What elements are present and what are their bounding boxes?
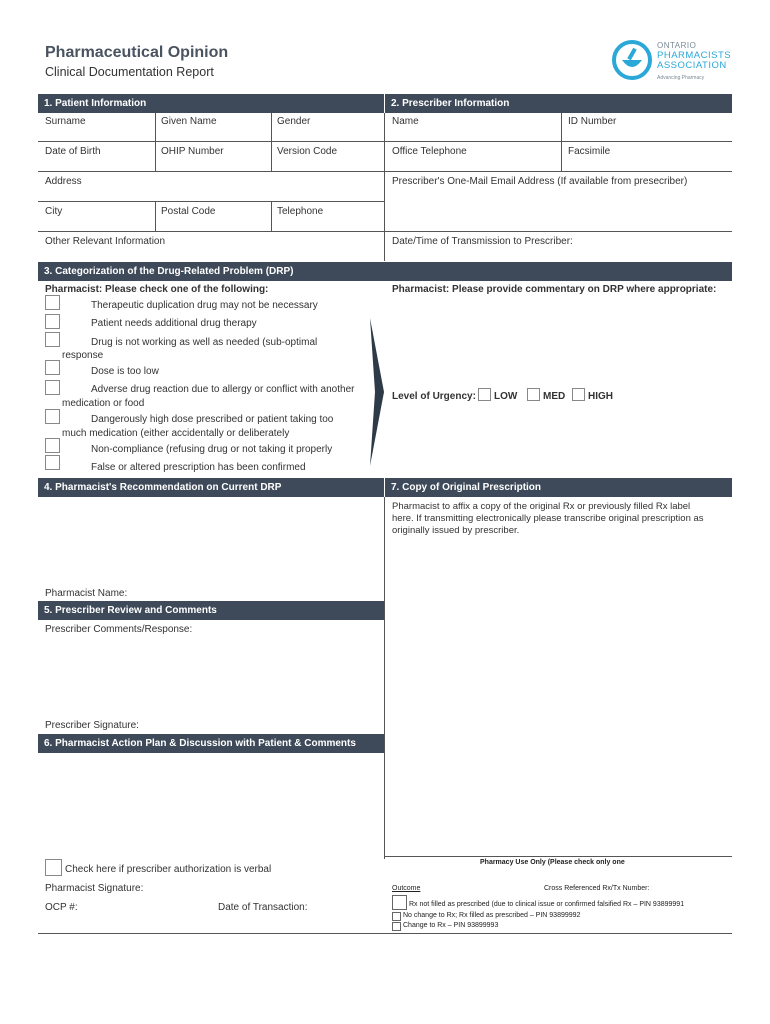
ohip-label: OHIP Number <box>161 146 224 157</box>
drp-option-continued: medication or food <box>62 398 145 409</box>
drp-checkbox[interactable] <box>45 380 60 395</box>
outcome-option: Change to Rx – PIN 93899993 <box>403 922 499 929</box>
outcome-option: No change to Rx; Rx filled as prescribed – PIN 93899992 <box>403 912 581 919</box>
section-3-header: 3. Categorization of the Drug-Related Problem (DRP) <box>38 262 732 281</box>
divider <box>38 231 732 232</box>
section-7-text-2: here. If transmitting electronically please transcribe original prescription as <box>392 513 704 524</box>
divider <box>38 201 384 202</box>
divider <box>271 201 272 231</box>
section-2-header: 2. Prescriber Information <box>385 94 732 113</box>
drp-option: Dose is too low <box>91 366 159 377</box>
section-7-header: 7. Copy of Original Prescription <box>385 478 732 497</box>
outcome-checkbox[interactable] <box>392 895 407 910</box>
mortar-pestle-icon <box>612 40 652 80</box>
section-4-header: 4. Pharmacist's Recommendation on Current DRP <box>38 478 384 497</box>
postal-code-label: Postal Code <box>161 206 216 217</box>
drp-check-heading: Pharmacist: Please check one of the following: <box>45 284 269 295</box>
urgency-high-label: HIGH <box>588 391 613 402</box>
drp-checkbox[interactable] <box>45 332 60 347</box>
section-7-text-1: Pharmacist to affix a copy of the original Rx or previously filled Rx label <box>392 501 691 512</box>
opa-logo <box>612 38 737 86</box>
drp-commentary-heading: Pharmacist: Please provide commentary on DRP where appropriate: <box>392 284 717 295</box>
gender-label: Gender <box>277 116 311 127</box>
divider <box>38 933 732 934</box>
other-info-label: Other Relevant Information <box>45 236 166 247</box>
logo-line-2: PHARMACISTS <box>657 50 732 61</box>
address-label: Address <box>45 176 82 187</box>
urgency-low-checkbox[interactable] <box>478 388 491 401</box>
logo-line-3: ASSOCIATION <box>657 60 727 71</box>
divider <box>561 113 562 171</box>
drp-checkbox[interactable] <box>45 295 60 310</box>
pharmacist-name-label: Pharmacist Name: <box>45 588 128 599</box>
drp-option: Drug is not working as well as needed (sub-optimal <box>91 337 318 348</box>
version-code-label: Version Code <box>277 146 338 157</box>
drp-option: Therapeutic duplication drug may not be necessary <box>91 300 318 311</box>
divider <box>38 171 732 172</box>
prescriber-name-label: Name <box>392 116 419 127</box>
divider <box>384 497 385 859</box>
urgency-label: Level of Urgency: <box>392 391 476 402</box>
ocp-label: OCP #: <box>45 902 78 913</box>
cross-ref-label: Cross Referenced Rx/Tx Number: <box>544 885 650 892</box>
drp-option: False or altered prescription has been confirmed <box>91 462 306 473</box>
telephone-label: Telephone <box>277 206 324 217</box>
outcome-checkbox[interactable] <box>392 912 401 921</box>
dob-label: Date of Birth <box>45 146 101 157</box>
drp-checkbox[interactable] <box>45 360 60 375</box>
drp-option: Non-compliance (refusing drug or not taking it properly <box>91 444 333 455</box>
section-6-header: 6. Pharmacist Action Plan & Discussion with Patient & Comments <box>38 734 384 753</box>
urgency-med-checkbox[interactable] <box>527 388 540 401</box>
urgency-low-label: LOW <box>494 391 518 402</box>
urgency-med-label: MED <box>543 391 566 402</box>
city-label: City <box>45 206 63 217</box>
prescriber-comments-label: Prescriber Comments/Response: <box>45 624 193 635</box>
divider <box>155 201 156 231</box>
drp-checkbox[interactable] <box>45 455 60 470</box>
surname-label: Surname <box>45 116 86 127</box>
verbal-auth-label: Check here if prescriber authorization is verbal <box>65 864 272 875</box>
transaction-date-label: Date of Transaction: <box>218 902 308 913</box>
drp-option-continued: response <box>62 350 104 361</box>
office-telephone-label: Office Telephone <box>392 146 467 157</box>
drp-checkbox[interactable] <box>45 438 60 453</box>
section-7-text-3: originally issued by prescriber. <box>392 525 520 536</box>
outcome-option: Rx not filled as prescribed (due to clinical issue or confirmed falsified Rx – PIN 93899991 <box>409 901 685 908</box>
outcome-checkbox[interactable] <box>392 922 401 931</box>
drp-option: Dangerously high dose prescribed or patient taking too <box>91 414 334 425</box>
divider <box>271 113 272 171</box>
drp-checkbox[interactable] <box>45 314 60 329</box>
logo-tagline: Advancing Pharmacy <box>657 75 705 81</box>
section-5-header: 5. Prescriber Review and Comments <box>38 601 384 620</box>
pharmacy-use-title: Pharmacy Use Only (Please check only one <box>480 859 625 866</box>
transmission-label: Date/Time of Transmission to Prescriber: <box>392 236 573 247</box>
id-number-label: ID Number <box>568 116 617 127</box>
divider <box>384 856 732 857</box>
drp-option: Adverse drug reaction due to allergy or conflict with another <box>91 384 355 395</box>
section-1-header: 1. Patient Information <box>38 94 384 113</box>
page-title: Pharmaceutical Opinion <box>45 44 229 61</box>
divider <box>38 141 732 142</box>
urgency-high-checkbox[interactable] <box>572 388 585 401</box>
outcome-label: Outcome <box>392 885 421 892</box>
verbal-auth-checkbox[interactable] <box>45 859 62 876</box>
page-subtitle: Clinical Documentation Report <box>45 65 214 79</box>
arrow-icon <box>368 318 388 466</box>
drp-checkbox[interactable] <box>45 409 60 424</box>
divider <box>155 113 156 171</box>
email-label: Prescriber's One-Mail Email Address (If available from presecriber) <box>392 176 688 187</box>
drp-option: Patient needs additional drug therapy <box>91 318 257 329</box>
pharmacist-signature-label: Pharmacist Signature: <box>45 883 144 894</box>
divider <box>384 113 385 261</box>
facsimile-label: Facsimile <box>568 146 611 157</box>
given-name-label: Given Name <box>161 116 217 127</box>
drp-option-continued: much medication (either accidentally or deliberately <box>62 428 290 439</box>
logo-line-1: ONTARIO <box>657 41 697 50</box>
prescriber-signature-label: Prescriber Signature: <box>45 720 139 731</box>
